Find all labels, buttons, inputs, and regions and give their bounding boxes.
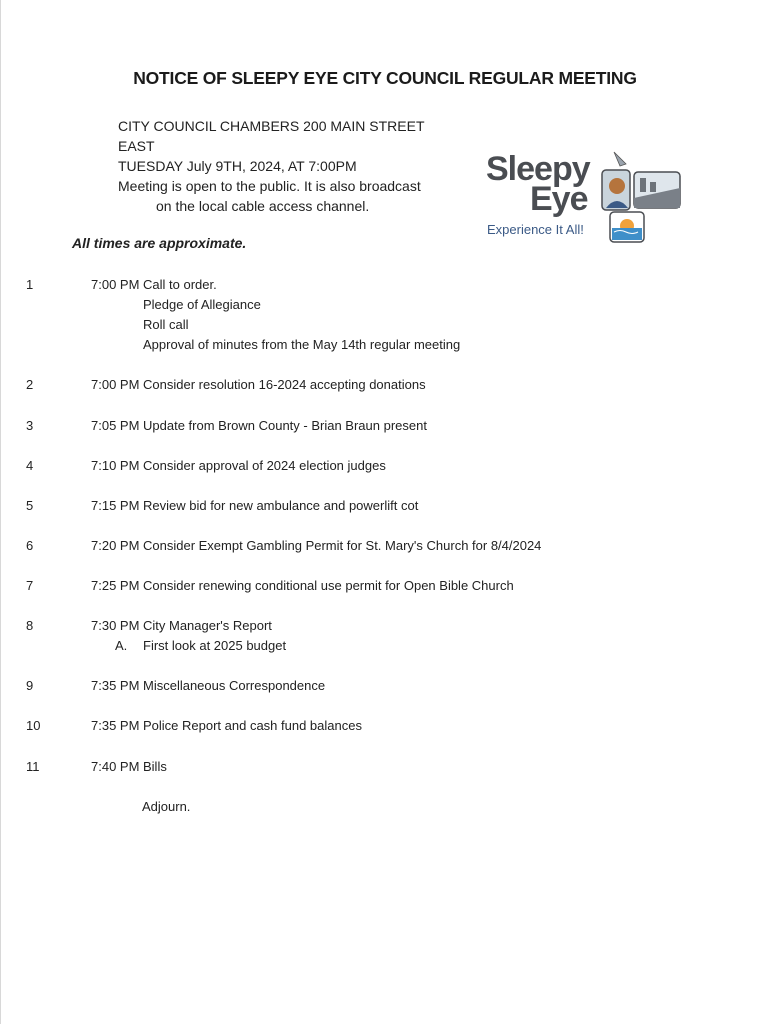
broadcast-notice: on the local cable access channel.	[156, 198, 370, 214]
page-title: NOTICE OF SLEEPY EYE CITY COUNCIL REGULAR MEETING	[133, 68, 637, 88]
item-title: Police Report and cash fund balances	[143, 718, 362, 733]
item-title: Consider Exempt Gambling Permit for St. Mary's Church for 8/4/2024	[143, 538, 542, 553]
item-number: 4	[26, 458, 34, 473]
logo-word-eye: Eye	[530, 180, 588, 218]
item-time: 7:25 PM	[91, 578, 140, 593]
page-edge	[0, 0, 1, 1024]
item-number: 7	[26, 578, 34, 593]
item-title: Consider approval of 2024 election judges	[143, 458, 386, 473]
item-subpoint: Pledge of Allegiance	[143, 297, 261, 312]
item-title: City Manager's Report	[143, 618, 272, 633]
item-subpoint	[115, 638, 286, 653]
item-time: 7:00 PM	[91, 277, 140, 292]
item-time: 7:35 PM	[91, 678, 140, 693]
item-time: 7:10 PM	[91, 458, 140, 473]
item-number: 5	[26, 498, 34, 513]
item-time: 7:30 PM	[91, 618, 140, 633]
item-number: 6	[26, 538, 34, 553]
item-subpoint: Roll call	[143, 317, 189, 332]
logo-emblem-icon	[592, 148, 684, 248]
adjourn-text: Adjourn.	[142, 799, 191, 814]
item-number: 9	[26, 678, 34, 693]
item-time: 7:35 PM	[91, 718, 140, 733]
item-time: 7:20 PM	[91, 538, 140, 553]
item-number: 2	[26, 377, 34, 392]
item-title: Call to order.	[143, 277, 217, 292]
public-notice: Meeting is open to the public. It is also broadcast	[118, 178, 421, 194]
meeting-location: CITY COUNCIL CHAMBERS 200 MAIN STREET EAST	[118, 118, 425, 154]
meeting-date: TUESDAY July 9TH, 2024, AT 7:00PM	[118, 158, 357, 174]
item-title: Update from Brown County - Brian Braun present	[143, 418, 427, 433]
subpoint-text: First look at 2025 budget	[143, 638, 287, 653]
item-title: Bills	[143, 759, 167, 774]
subpoint-letter: A.	[115, 638, 128, 653]
item-time: 7:15 PM	[91, 498, 140, 513]
item-title: Review bid for new ambulance and powerlift cot	[143, 498, 419, 513]
times-approximate-note: All times are approximate.	[72, 235, 247, 251]
item-number: 1	[26, 277, 34, 292]
item-time: 7:00 PM	[91, 377, 140, 392]
logo-word-sleepy: Sleepy	[486, 150, 590, 188]
logo-tagline: Experience It All!	[487, 222, 584, 237]
item-title: Consider renewing conditional use permit for Open Bible Church	[143, 578, 514, 593]
item-title: Consider resolution 16-2024 accepting donations	[143, 377, 426, 392]
meeting-info	[118, 116, 458, 216]
sleepy-eye-logo	[484, 148, 684, 248]
item-title: Miscellaneous Correspondence	[143, 678, 326, 693]
item-time: 7:40 PM	[91, 759, 140, 774]
item-number: 11	[26, 759, 40, 774]
item-number: 10	[26, 718, 41, 733]
item-time: 7:05 PM	[91, 418, 140, 433]
item-subpoint: Approval of minutes from the May 14th regular meeting	[143, 337, 461, 352]
item-number: 8	[26, 618, 34, 633]
item-number: 3	[26, 418, 34, 433]
